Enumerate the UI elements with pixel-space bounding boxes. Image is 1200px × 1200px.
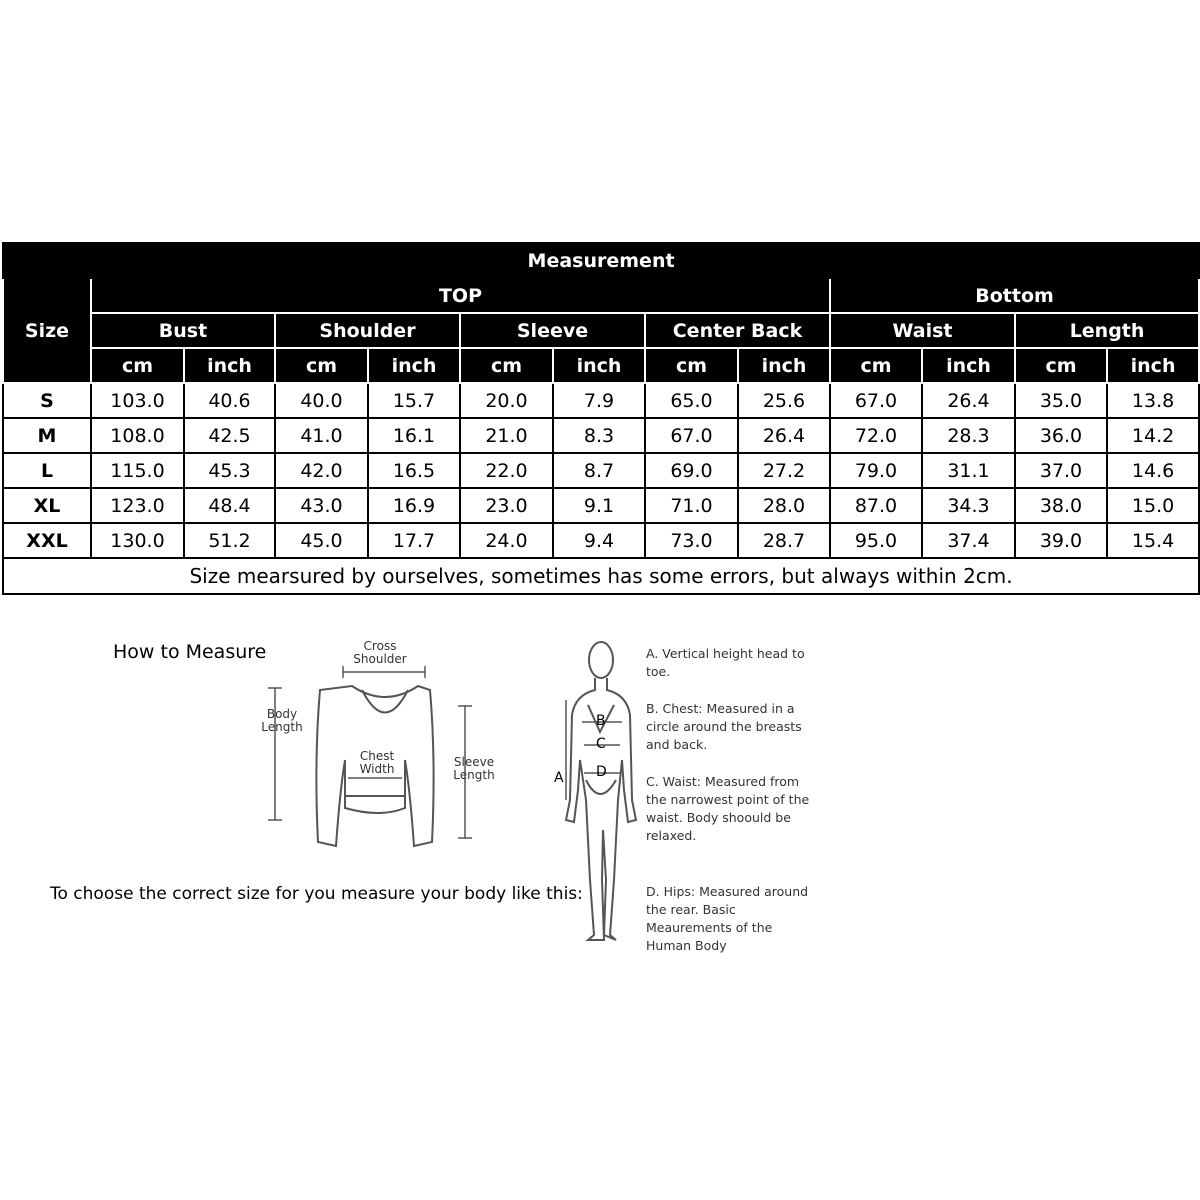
table-cell: 72.0 (830, 418, 922, 453)
desc-a: A. Vertical height head to toe. (646, 646, 805, 679)
bottom-group-header: Bottom (830, 278, 1199, 313)
unit-inch-header: inch (184, 348, 275, 383)
center-back-header: Center Back (645, 313, 830, 348)
size-cell: XL (3, 488, 91, 523)
body-head (589, 642, 613, 678)
chest-width-label: Chest Width (359, 749, 395, 777)
unit-inch-header: inch (738, 348, 830, 383)
sleeve-length-label: Sleeve Length (453, 755, 495, 783)
table-cell: 9.4 (553, 523, 645, 558)
table-cell: 14.6 (1107, 453, 1199, 488)
table-cell: 16.5 (368, 453, 460, 488)
table-cell: 40.6 (184, 383, 275, 418)
cross-shoulder-label: Cross Shoulder (353, 639, 407, 667)
table-cell: 15.7 (368, 383, 460, 418)
table-cell: 7.9 (553, 383, 645, 418)
table-cell: 13.8 (1107, 383, 1199, 418)
choose-size-instruction: To choose the correct size for you measure your body like this: (50, 884, 583, 904)
table-cell: 41.0 (275, 418, 368, 453)
shoulder-header: Shoulder (275, 313, 460, 348)
table-cell: 25.6 (738, 383, 830, 418)
table-cell: 95.0 (830, 523, 922, 558)
table-cell: 36.0 (1015, 418, 1107, 453)
body-hips (586, 780, 616, 794)
desc-c: C. Waist: Measured from the narrowest point of the waist. Body shoould be relaxed. (646, 774, 810, 843)
size-column-header: Size (3, 278, 91, 383)
table-cell: 8.7 (553, 453, 645, 488)
marker-b: B (596, 713, 606, 729)
table-cell: 39.0 (1015, 523, 1107, 558)
table-cell: 45.0 (275, 523, 368, 558)
table-cell: 130.0 (91, 523, 184, 558)
table-cell: 24.0 (460, 523, 553, 558)
table-cell: 15.4 (1107, 523, 1199, 558)
table-cell: 79.0 (830, 453, 922, 488)
table-cell: 17.7 (368, 523, 460, 558)
unit-cm-header: cm (275, 348, 368, 383)
table-cell: 16.1 (368, 418, 460, 453)
table-cell: 26.4 (738, 418, 830, 453)
unit-cm-header: cm (645, 348, 738, 383)
table-cell: 73.0 (645, 523, 738, 558)
table-cell: 28.0 (738, 488, 830, 523)
table-cell: 28.3 (922, 418, 1015, 453)
unit-inch-header: inch (1107, 348, 1199, 383)
table-cell: 65.0 (645, 383, 738, 418)
table-cell: 31.1 (922, 453, 1015, 488)
unit-cm-header: cm (830, 348, 922, 383)
size-cell: M (3, 418, 91, 453)
table-cell: 67.0 (830, 383, 922, 418)
table-cell: 87.0 (830, 488, 922, 523)
table-cell: 20.0 (460, 383, 553, 418)
sleeve-header: Sleeve (460, 313, 645, 348)
unit-inch-header: inch (553, 348, 645, 383)
unit-cm-header: cm (1015, 348, 1107, 383)
table-cell: 103.0 (91, 383, 184, 418)
table-cell: 8.3 (553, 418, 645, 453)
unit-cm-header: cm (460, 348, 553, 383)
body-length-label: Body Length (261, 707, 303, 735)
unit-inch-header: inch (922, 348, 1015, 383)
table-cell: 15.0 (1107, 488, 1199, 523)
desc-b: B. Chest: Measured in a circle around the breasts and back. (646, 701, 802, 752)
table-cell: 123.0 (91, 488, 184, 523)
table-cell: 22.0 (460, 453, 553, 488)
table-cell: 115.0 (91, 453, 184, 488)
unit-inch-header: inch (368, 348, 460, 383)
table-cell: 67.0 (645, 418, 738, 453)
table-cell: 34.3 (922, 488, 1015, 523)
table-cell: 43.0 (275, 488, 368, 523)
table-cell: 40.0 (275, 383, 368, 418)
table-title: Measurement (3, 243, 1199, 278)
table-cell: 48.4 (184, 488, 275, 523)
table-cell: 37.0 (1015, 453, 1107, 488)
marker-a: A (554, 770, 564, 786)
table-cell: 16.9 (368, 488, 460, 523)
table-cell: 108.0 (91, 418, 184, 453)
table-cell: 14.2 (1107, 418, 1199, 453)
waist-header: Waist (830, 313, 1015, 348)
table-cell: 26.4 (922, 383, 1015, 418)
length-header: Length (1015, 313, 1199, 348)
size-cell: XXL (3, 523, 91, 558)
table-cell: 51.2 (184, 523, 275, 558)
unit-cm-header: cm (91, 348, 184, 383)
table-cell: 38.0 (1015, 488, 1107, 523)
marker-d: D (596, 764, 607, 780)
size-cell: L (3, 453, 91, 488)
table-cell: 28.7 (738, 523, 830, 558)
top-group-header: TOP (91, 278, 830, 313)
table-cell: 42.5 (184, 418, 275, 453)
bust-header: Bust (91, 313, 275, 348)
marker-c: C (596, 736, 606, 752)
table-cell: 71.0 (645, 488, 738, 523)
table-cell: 27.2 (738, 453, 830, 488)
table-cell: 23.0 (460, 488, 553, 523)
desc-d: D. Hips: Measured around the rear. Basic Meaurements of the Human Body (646, 884, 809, 953)
table-cell: 42.0 (275, 453, 368, 488)
body-illustration (566, 642, 636, 940)
table-cell: 69.0 (645, 453, 738, 488)
size-cell: S (3, 383, 91, 418)
table-cell: 45.3 (184, 453, 275, 488)
size-note: Size mearsured by ourselves, sometimes has some errors, but always within 2cm. (3, 558, 1199, 594)
table-cell: 9.1 (553, 488, 645, 523)
how-to-measure-heading: How to Measure (113, 641, 267, 663)
table-cell: 37.4 (922, 523, 1015, 558)
table-cell: 21.0 (460, 418, 553, 453)
table-cell: 35.0 (1015, 383, 1107, 418)
